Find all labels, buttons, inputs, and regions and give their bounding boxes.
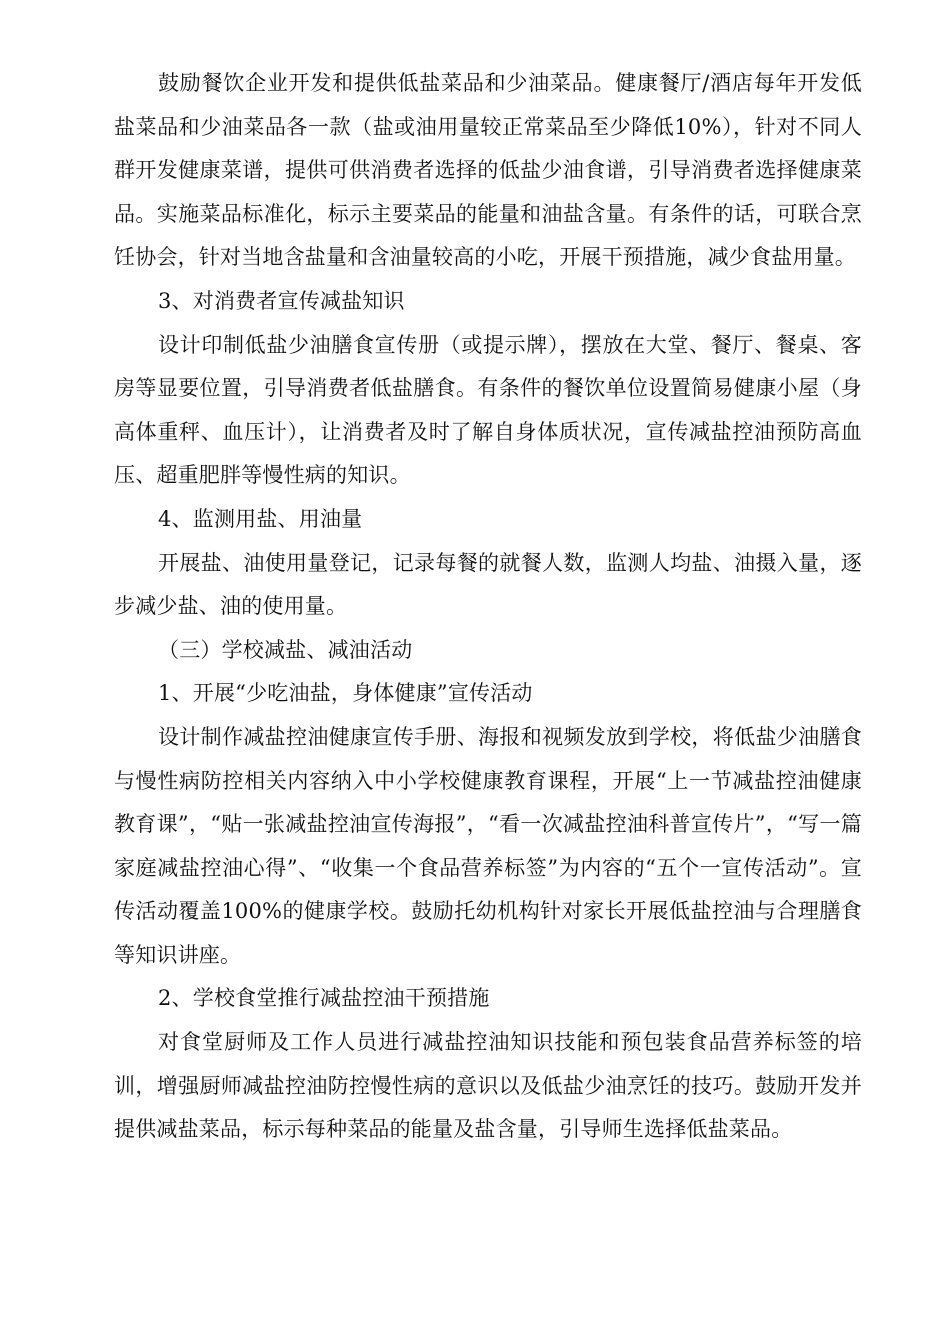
body-paragraph: 设计制作减盐控油健康宣传手册、海报和视频发放到学校，将低盐少油膳食与慢性病防控相关内容纳入中小学校健康教育课程，开展“上一节减盐控油健康教育课”，“贴一张减盐控油宣传海报”，“看一次减盐控油科普宣传片”，“写一篇家庭减盐控油心得”、“收集一个食品营养标签”为内容的“五个一宣传活动”。宣传活动覆盖100%的健康学校。鼓励托幼机构针对家长开展低盐控油与合理膳食等知识讲座。: [114, 724, 862, 967]
body-paragraph: 鼓励餐饮企业开发和提供低盐菜品和少油菜品。健康餐厅/酒店每年开发低盐菜品和少油菜品各一款（盐或油用量较正常菜品至少降低10%），针对不同人群开发健康菜谱，提供可供消费者选择的低盐少油食谱，引导消费者选择健康菜品。实施菜品标准化，标示主要菜品的能量和油盐含量。有条件的话，可联合烹饪协会，针对当地含盐量和含油量较高的小吃，开展干预措施，减少食盐用量。: [114, 71, 862, 270]
body-paragraph: 设计印制低盐少油膳食宣传册（或提示牌），摆放在大堂、餐厅、餐桌、客房等显要位置，引导消费者低盐膳食。有条件的餐饮单位设置简易健康小屋（身高体重秤、血压计），让消费者及时了解自身体质状况，宣传减盐控油预防高血压、超重肥胖等慢性病的知识。: [114, 332, 862, 488]
document-page: [114, 62, 862, 1152]
subsection-heading: 4、监测用盐、用油量: [158, 506, 363, 531]
body-paragraph: 对食堂厨师及工作人员进行减盐控油知识技能和预包装食品营养标签的培训，增强厨师减盐控油防控慢性病的意识以及低盐少油烹饪的技巧。鼓励开发并提供减盐菜品，标示每种菜品的能量及盐含量，引导师生选择低盐菜品。: [114, 1030, 862, 1142]
subsection-heading: 1、开展“少吃油盐，身体健康”宣传活动: [158, 681, 533, 706]
subsection-heading: 3、对消费者宣传减盐知识: [158, 288, 405, 313]
section-heading: （三）学校减盐、减油活动: [158, 637, 413, 662]
body-paragraph: 开展盐、油使用量登记，记录每餐的就餐人数，监测人均盐、油摄入量，逐步减少盐、油的使用量。: [114, 550, 862, 619]
subsection-heading: 2、学校食堂推行减盐控油干预措施: [158, 986, 490, 1011]
